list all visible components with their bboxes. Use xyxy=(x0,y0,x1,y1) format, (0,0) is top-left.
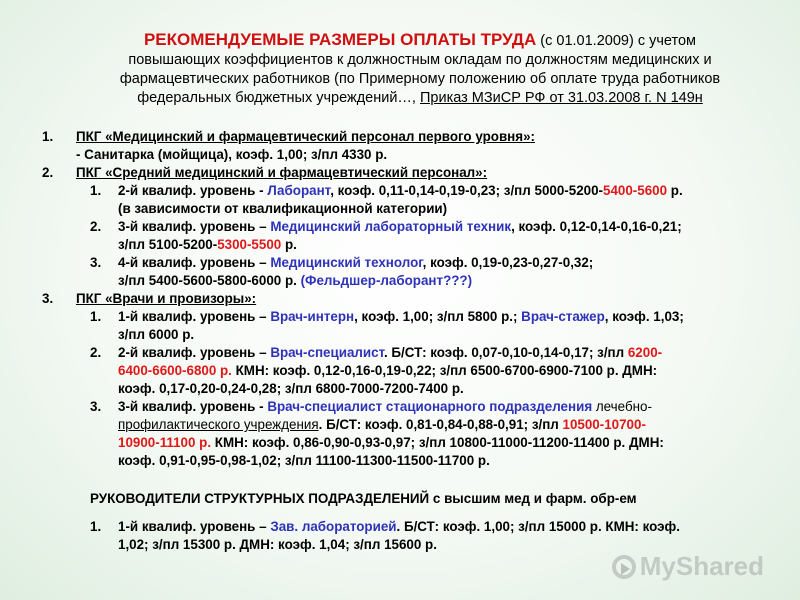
pkg3-sub2-dmn: коэф. 0,17-0,20-0,24-0,28; з/пл 6800-7000-7200-7400 р. xyxy=(118,381,464,396)
pkg2-sub3 xyxy=(42,254,782,290)
pkg2-sub1-level: 2-й квалиф. уровень - xyxy=(118,183,268,198)
role-med-technologist: Медицинский технолог xyxy=(270,255,423,270)
play-icon xyxy=(612,555,636,579)
pkg3-sub3-red2: 10900-11100 р. xyxy=(118,435,212,450)
pkg3-sub2-red2: 6400-6600-6800 р. xyxy=(118,363,232,378)
pkg1-num: 1. xyxy=(42,129,54,144)
pkg2-sub3-num: 3. xyxy=(90,255,102,270)
heads-sub1 xyxy=(42,518,782,554)
pkg3-sub2-coef: . Б/СТ: коэф. 0,07-0,10-0,14-0,17; з/пл xyxy=(383,345,628,360)
role-lab-head: Зав. лабораторией xyxy=(270,519,397,534)
role-intern: Врач-интерн xyxy=(270,309,355,324)
role-laborant: Лаборант xyxy=(267,183,331,198)
pkg3-sub1-num: 1. xyxy=(90,309,102,324)
pkg3-num: 3. xyxy=(42,291,54,306)
pkg2-sub2-end: р. xyxy=(281,237,297,252)
pkg2-sub3-level: 4-й квалиф. уровень – xyxy=(118,255,271,270)
pkg3-sub3-dmn: коэф. 0,91-0,95-0,98-1,02; з/пл 11100-11300-11500-11700 р. xyxy=(118,453,490,468)
pkg3-sub1-salary: з/пл 6000 р. xyxy=(118,327,195,342)
pkg3-sub2-num: 2. xyxy=(90,345,102,360)
pkg2-sub1-end: р. xyxy=(667,183,683,198)
pkg3-sub3-num: 3. xyxy=(90,399,102,414)
pkg2-sub2-level: 3-й квалиф. уровень – xyxy=(118,219,271,234)
pkg3-item xyxy=(42,290,782,308)
pkg2-num: 2. xyxy=(42,165,54,180)
pkg2-sub3-salary: з/пл 5400-5600-5800-6000 р. xyxy=(118,273,301,288)
heads-title-rest: с высшим мед и фарм. обр-ем xyxy=(429,491,637,506)
title-main: РЕКОМЕНДУЕМЫЕ РАЗМЕРЫ ОПЛАТЫ ТРУДА xyxy=(143,30,537,49)
pkg3-sub3-coef: . Б/СТ: коэф. 0,81-0,84-0,88-0,91; з/пл xyxy=(318,417,563,432)
pkg2-sub3-coef: , коэф. 0,19-0,23-0,27-0,32; xyxy=(422,255,594,270)
pkg3-sub1-coef2: , коэф. 1,03; xyxy=(604,309,684,324)
pkg2-title: ПКГ «Средний медицинский и фармацевтический персонал»: xyxy=(76,165,488,180)
watermark xyxy=(612,551,764,582)
heads-gap xyxy=(42,508,782,518)
role-inpatient-specialist: Врач-специалист стационарного подразделения xyxy=(267,399,593,414)
title-line3: фармацевтических работников (по Примерному положению об оплате труда работников xyxy=(119,71,721,87)
pkg2-sub2-coef: , коэф. 0,12-0,14-0,16-0,21; xyxy=(511,219,682,234)
pkg1-item xyxy=(42,128,782,164)
pkg3-sub3-rest: лечебно- xyxy=(592,399,652,414)
title-line2: повышающих коэффициентов к должностным окладам по должностям медицинских и xyxy=(128,52,712,68)
pkg3-sub1 xyxy=(42,308,782,344)
pkg3-title: ПКГ «Врачи и провизоры»: xyxy=(76,291,257,306)
title-date: (с 01.01.2009) xyxy=(536,33,634,49)
pkg2-sub1-num: 1. xyxy=(90,183,102,198)
heads-sub1-level: 1-й квалиф. уровень – xyxy=(118,519,271,534)
pkg1-title: ПКГ «Медицинский и фармацевтический персонал первого уровня»: xyxy=(76,129,535,144)
pkg2-sub1-note: (в зависимости от квалификационной категории) xyxy=(118,201,448,216)
section-gap xyxy=(42,470,782,488)
slide-title xyxy=(60,30,780,108)
pkg3-sub1-coef: , коэф. 1,00; з/пл 5800 р.; xyxy=(354,309,522,324)
pkg3-sub2-red1: 6200- xyxy=(627,345,663,360)
salary-list xyxy=(42,128,782,554)
pkg3-sub2-kmn: КМН: коэф. 0,12-0,16-0,19-0,22; з/пл 6500-6700-6900-7100 р. ДМН: xyxy=(231,363,658,378)
pkg3-sub2-level: 2-й квалиф. уровень – xyxy=(118,345,271,360)
pkg1-detail: - Санитарка (мойщица), коэф. 1,00; з/пл 4330 р. xyxy=(76,147,388,162)
pkg3-sub1-level: 1-й квалиф. уровень – xyxy=(118,309,271,324)
heads-heading xyxy=(42,490,782,508)
pkg2-sub2 xyxy=(42,218,782,254)
heads-sub1-coef: . Б/СТ: коэф. 1,00; з/пл 15000 р. КМН: коэф. xyxy=(396,519,680,534)
pkg3-sub3-level: 3-й квалиф. уровень - xyxy=(118,399,268,414)
order-reference: Приказ МЗиСР РФ от 31.03.2008 г. N 149н xyxy=(419,90,703,106)
pkg3-sub3-kmn: КМН: коэф. 0,86-0,90-0,93-0,97; з/пл 10800-11000-11200-11400 р. ДМН: xyxy=(211,435,664,450)
pkg3-sub3-red1: 10500-10700- xyxy=(562,417,646,432)
watermark-text: MyShared xyxy=(639,551,764,581)
pkg2-sub2-num: 2. xyxy=(90,219,102,234)
pkg3-sub2 xyxy=(42,344,782,398)
pkg3-sub3 xyxy=(42,398,782,470)
role-feldsher-note: (Фельдшер-лаборант???) xyxy=(300,273,473,288)
pkg2-sub1 xyxy=(42,182,782,218)
pkg2-sub2-salary: з/пл 5100-5200- xyxy=(118,237,218,252)
pkg2-item xyxy=(42,164,782,182)
role-lab-technician: Медицинский лабораторный техник xyxy=(270,219,512,234)
pkg2-sub1-coef: , коэф. 0,11-0,14-0,19-0,23; з/пл 5000-5200- xyxy=(330,183,603,198)
heads-sub1-rest: 1,02; з/пл 15300 р. ДМН: коэф. 1,04; з/пл 15600 р. xyxy=(118,537,437,552)
heads-title: РУКОВОДИТЕЛИ СТРУКТУРНЫХ ПОДРАЗДЕЛЕНИЙ xyxy=(90,491,430,506)
pkg3-sub3-institution: профилактического учреждения xyxy=(118,417,319,432)
pkg2-sub2-red: 5300-5500 xyxy=(217,237,282,252)
role-trainee: Врач-стажер xyxy=(521,309,605,324)
title-line1-rest: с учетом xyxy=(633,33,697,49)
heads-sub1-num: 1. xyxy=(90,519,102,534)
title-line4: федеральных бюджетных учреждений…, xyxy=(137,90,420,106)
pkg2-sub1-red: 5400-5600 xyxy=(603,183,668,198)
role-specialist: Врач-специалист xyxy=(270,345,384,360)
